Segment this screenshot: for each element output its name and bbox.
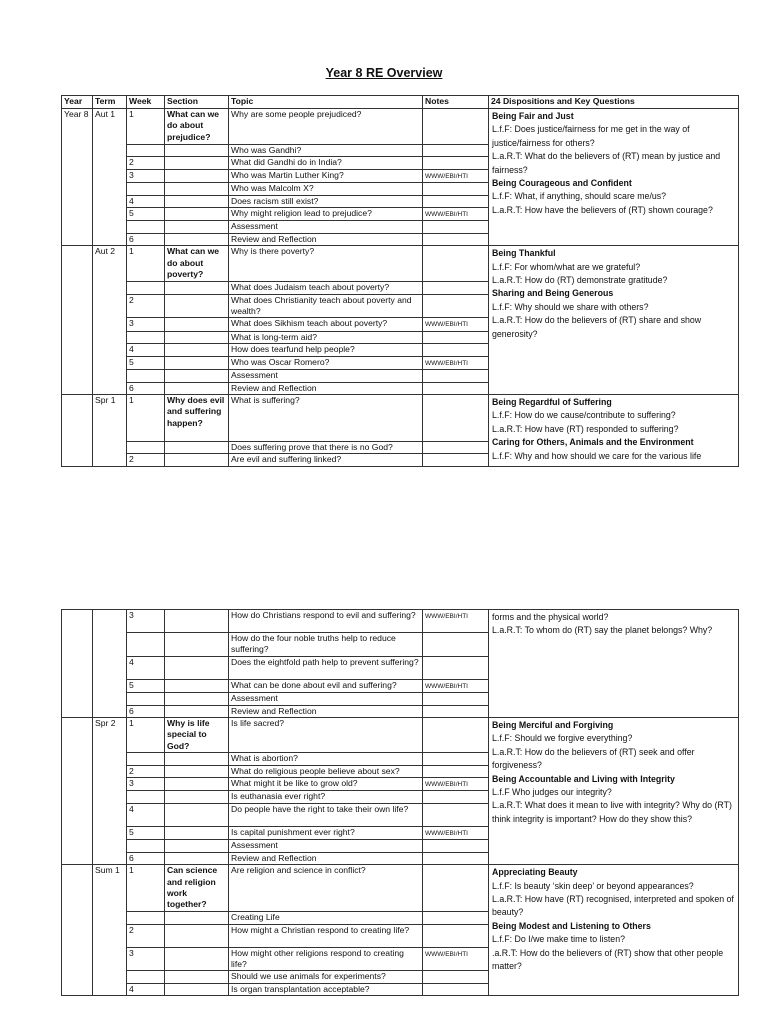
- week-cell: 1: [127, 718, 165, 753]
- section-cell: [165, 679, 229, 692]
- week-cell: [127, 183, 165, 195]
- topic-cell: Assessment: [229, 693, 423, 705]
- section-cell: [165, 852, 229, 864]
- notes-cell: [423, 183, 489, 195]
- section-cell: [165, 145, 229, 157]
- section-cell: Can science and religion work together?: [165, 865, 229, 912]
- term-cell: [93, 610, 127, 718]
- section-cell: [165, 294, 229, 318]
- week-cell: 3: [127, 169, 165, 182]
- notes-cell: [423, 157, 489, 169]
- week-cell: 5: [127, 356, 165, 369]
- week-cell: 5: [127, 826, 165, 839]
- header-term: Term: [93, 96, 127, 109]
- notes-cell: [423, 791, 489, 803]
- topic-cell: How do the four noble truths help to reduce suffering?: [229, 633, 423, 657]
- disposition-question: L.a.R.T: What do the believers of (RT) mean by justice and fairness?: [492, 151, 721, 175]
- topic-cell: How might other religions respond to creating life?: [229, 947, 423, 971]
- disposition-title: Caring for Others, Animals and the Environment: [492, 437, 694, 448]
- section-cell: [165, 656, 229, 679]
- topic-cell: Why might religion lead to prejudice?: [229, 208, 423, 221]
- notes-cell: [423, 331, 489, 343]
- disposition-title: Being Fair and Just: [492, 111, 574, 121]
- year-cell: [62, 718, 93, 865]
- topic-cell: Are religion and science in conflict?: [229, 865, 423, 912]
- disposition-title: Being Accountable and Living with Integrity: [492, 773, 675, 784]
- week-cell: [127, 633, 165, 657]
- topic-cell: What is long-term aid?: [229, 331, 423, 343]
- table-header-row: [62, 96, 739, 109]
- notes-cell: [423, 109, 489, 145]
- topic-cell: Should we use animals for experiments?: [229, 971, 423, 983]
- week-cell: 2: [127, 157, 165, 169]
- table-row: [62, 394, 739, 441]
- week-cell: [127, 912, 165, 924]
- disposition-question: L.f.F: Should we forgive everything?: [492, 733, 633, 744]
- topic-cell: Who was Malcolm X?: [229, 183, 423, 195]
- topic-cell: What is abortion?: [229, 753, 423, 765]
- topic-cell: Is organ transplantation acceptable?: [229, 983, 423, 995]
- section-cell: [165, 282, 229, 294]
- section-cell: [165, 633, 229, 657]
- section-cell: [165, 971, 229, 983]
- page-title: Year 8 RE Overview: [325, 66, 443, 80]
- disposition-question: L.a.R.T: How do the believers of (RT) seek and offer forgiveness?: [492, 746, 695, 771]
- week-cell: 4: [127, 803, 165, 826]
- notes-cell: [423, 912, 489, 924]
- topic-cell: Does racism still exist?: [229, 195, 423, 207]
- topic-cell: Assessment: [229, 370, 423, 382]
- week-cell: [127, 221, 165, 233]
- week-cell: [127, 840, 165, 852]
- table-row: [62, 718, 739, 753]
- section-cell: [165, 753, 229, 765]
- section-cell: What can we do about poverty?: [165, 246, 229, 282]
- week-cell: 1: [127, 394, 165, 441]
- disposition-question: L.a.R.T: How have (RT) responded to suffering?: [492, 423, 679, 434]
- week-cell: 3: [127, 778, 165, 791]
- section-cell: [165, 441, 229, 453]
- dispositions-cell: [489, 109, 739, 246]
- notes-cell: WWW/EBI/HTI: [423, 169, 489, 182]
- week-cell: 1: [127, 109, 165, 145]
- section-cell: [165, 765, 229, 777]
- notes-cell: [423, 633, 489, 657]
- disposition-question: L.f.F Who judges our integrity?: [492, 787, 612, 798]
- notes-cell: [423, 924, 489, 947]
- notes-cell: [423, 705, 489, 717]
- disposition-question: L.a.R.T: How do the believers of (RT) share and show generosity?: [492, 315, 702, 339]
- dispositions-cell: [489, 246, 739, 395]
- topic-cell: Is euthanasia ever right?: [229, 791, 423, 803]
- section-cell: [165, 233, 229, 245]
- disposition-question: forms and the physical world?: [492, 612, 609, 622]
- section-cell: [165, 947, 229, 971]
- week-cell: 2: [127, 765, 165, 777]
- notes-cell: [423, 233, 489, 245]
- week-cell: 6: [127, 852, 165, 864]
- section-cell: [165, 693, 229, 705]
- topic-cell: Is capital punishment ever right?: [229, 826, 423, 839]
- topic-cell: How does tearfund help people?: [229, 344, 423, 356]
- topic-cell: Assessment: [229, 840, 423, 852]
- disposition-title: Being Modest and Listening to Others: [492, 920, 651, 931]
- topic-cell: Why are some people prejudiced?: [229, 109, 423, 145]
- section-cell: [165, 454, 229, 466]
- table-row: [62, 109, 739, 145]
- topic-cell: What do religious people believe about sex?: [229, 765, 423, 777]
- week-cell: [127, 693, 165, 705]
- header-year: Year: [62, 96, 93, 109]
- week-cell: 2: [127, 454, 165, 466]
- section-cell: [165, 983, 229, 995]
- notes-cell: [423, 865, 489, 912]
- notes-cell: [423, 294, 489, 318]
- term-cell: Aut 1: [93, 109, 127, 246]
- notes-cell: [423, 656, 489, 679]
- notes-cell: [423, 145, 489, 157]
- week-cell: 3: [127, 318, 165, 331]
- section-cell: [165, 912, 229, 924]
- disposition-question: .a.R.T: How do the believers of (RT) show that other people matter?: [492, 947, 724, 971]
- topic-cell: Does the eightfold path help to prevent suffering?: [229, 656, 423, 679]
- dispositions-cell: [489, 610, 739, 718]
- section-cell: [165, 331, 229, 343]
- header-topic: Topic: [229, 96, 423, 109]
- topic-cell: Review and Reflection: [229, 852, 423, 864]
- disposition-question: L.f.F: For whom/what are we grateful?: [492, 261, 641, 272]
- week-cell: [127, 971, 165, 983]
- topic-cell: Review and Reflection: [229, 705, 423, 717]
- section-cell: [165, 183, 229, 195]
- disposition-question: L.f.F: Do I/we make time to listen?: [492, 934, 625, 945]
- topic-cell: Creating Life: [229, 912, 423, 924]
- notes-cell: [423, 983, 489, 995]
- disposition-title: Appreciating Beauty: [492, 867, 578, 878]
- section-cell: [165, 208, 229, 221]
- week-cell: 4: [127, 983, 165, 995]
- section-cell: [165, 924, 229, 947]
- disposition-question: L.a.R.T: To whom do (RT) say the planet belongs? Why?: [492, 625, 713, 636]
- section-cell: [165, 778, 229, 791]
- topic-cell: What does Judaism teach about poverty?: [229, 282, 423, 294]
- notes-cell: WWW/EBI/HTI: [423, 318, 489, 331]
- notes-cell: WWW/EBI/HTI: [423, 826, 489, 839]
- week-cell: 2: [127, 294, 165, 318]
- topic-cell: Are evil and suffering linked?: [229, 454, 423, 466]
- week-cell: 1: [127, 865, 165, 912]
- topic-cell: What might it be like to grow old?: [229, 778, 423, 791]
- topic-cell: Review and Reflection: [229, 382, 423, 394]
- notes-cell: WWW/EBI/HTI: [423, 947, 489, 971]
- topic-cell: Who was Gandhi?: [229, 145, 423, 157]
- section-cell: [165, 356, 229, 369]
- notes-cell: [423, 765, 489, 777]
- topic-cell: What is suffering?: [229, 394, 423, 441]
- disposition-question: L.f.F: Is beauty ‘skin deep’ or beyond appearances?: [492, 880, 694, 891]
- year-cell: [62, 610, 93, 718]
- header-dispositions: 24 Dispositions and Key Questions: [489, 96, 739, 109]
- section-cell: [165, 169, 229, 182]
- week-cell: [127, 145, 165, 157]
- table-row: [62, 246, 739, 282]
- notes-cell: [423, 344, 489, 356]
- notes-cell: [423, 221, 489, 233]
- section-cell: [165, 705, 229, 717]
- week-cell: 4: [127, 195, 165, 207]
- disposition-title: Sharing and Being Generous: [492, 288, 614, 299]
- section-cell: [165, 318, 229, 331]
- topic-cell: Who was Martin Luther King?: [229, 169, 423, 182]
- notes-cell: WWW/EBI/HTI: [423, 778, 489, 791]
- section-cell: Why is life special to God?: [165, 718, 229, 753]
- disposition-question: L.a.R.T: How have the believers of (RT) shown courage?: [492, 204, 713, 215]
- notes-cell: [423, 971, 489, 983]
- week-cell: 3: [127, 947, 165, 971]
- week-cell: 5: [127, 208, 165, 221]
- section-cell: [165, 840, 229, 852]
- topic-cell: What did Gandhi do in India?: [229, 157, 423, 169]
- term-cell: Aut 2: [93, 246, 127, 395]
- notes-cell: WWW/EBI/HTI: [423, 208, 489, 221]
- table-2-body: [62, 610, 739, 996]
- table-1-body: [62, 109, 739, 467]
- disposition-question: L.f.F: How do we cause/contribute to suffering?: [492, 410, 676, 421]
- section-cell: [165, 826, 229, 839]
- disposition-title: Being Thankful: [492, 248, 556, 259]
- topic-cell: Review and Reflection: [229, 233, 423, 245]
- year-cell: [62, 394, 93, 466]
- disposition-question: L.f.F: What, if anything, should scare me/us?: [492, 191, 667, 202]
- topic-cell: What can be done about evil and suffering?: [229, 679, 423, 692]
- week-cell: [127, 370, 165, 382]
- overview-table-2: [61, 609, 739, 996]
- disposition-question: L.a.R.T: What does it mean to live with integrity? Why do (RT) think integrity is important? How do they show this?: [492, 800, 732, 824]
- notes-cell: [423, 693, 489, 705]
- topic-cell: Does suffering prove that there is no God?: [229, 441, 423, 453]
- disposition-question: L.f.F: Does justice/fairness for me get in the way of justice/fairness for others?: [492, 124, 690, 148]
- section-cell: Why does evil and suffering happen?: [165, 394, 229, 441]
- section-cell: [165, 157, 229, 169]
- notes-cell: [423, 441, 489, 453]
- week-cell: 5: [127, 679, 165, 692]
- week-cell: 4: [127, 344, 165, 356]
- section-cell: [165, 791, 229, 803]
- week-cell: 2: [127, 924, 165, 947]
- notes-cell: [423, 753, 489, 765]
- notes-cell: WWW/EBI/HTI: [423, 610, 489, 633]
- notes-cell: [423, 394, 489, 441]
- notes-cell: [423, 454, 489, 466]
- week-cell: 3: [127, 610, 165, 633]
- year-cell: [62, 865, 93, 996]
- section-cell: [165, 370, 229, 382]
- notes-cell: [423, 195, 489, 207]
- notes-cell: [423, 718, 489, 753]
- dispositions-cell: [489, 718, 739, 865]
- section-cell: [165, 610, 229, 633]
- topic-cell: What does Christianity teach about poverty and wealth?: [229, 294, 423, 318]
- topic-cell: Why is there poverty?: [229, 246, 423, 282]
- term-cell: Spr 2: [93, 718, 127, 865]
- year-cell: [62, 246, 93, 395]
- dispositions-cell: [489, 394, 739, 466]
- table-row: [62, 865, 739, 912]
- topic-cell: How might a Christian respond to creating life?: [229, 924, 423, 947]
- disposition-question: L.a.R.T: How have (RT) recognised, interpreted and spoken of beauty?: [492, 893, 734, 918]
- term-cell: Spr 1: [93, 394, 127, 466]
- notes-cell: [423, 246, 489, 282]
- header-section: Section: [165, 96, 229, 109]
- notes-cell: [423, 282, 489, 294]
- week-cell: [127, 331, 165, 343]
- section-cell: [165, 344, 229, 356]
- term-cell: Sum 1: [93, 865, 127, 996]
- section-cell: [165, 195, 229, 207]
- topic-cell: Assessment: [229, 221, 423, 233]
- topic-cell: Who was Oscar Romero?: [229, 356, 423, 369]
- disposition-title: Being Regardful of Suffering: [492, 396, 612, 407]
- topic-cell: Is life sacred?: [229, 718, 423, 753]
- overview-table-1: [61, 95, 739, 467]
- section-cell: What can we do about prejudice?: [165, 109, 229, 145]
- header-notes: Notes: [423, 96, 489, 109]
- topic-cell: How do Christians respond to evil and suffering?: [229, 610, 423, 633]
- week-cell: 6: [127, 705, 165, 717]
- notes-cell: [423, 840, 489, 852]
- disposition-question: L.f.F: Why should we share with others?: [492, 301, 649, 312]
- week-cell: 4: [127, 656, 165, 679]
- table-row: [62, 610, 739, 633]
- notes-cell: [423, 370, 489, 382]
- header-week: Week: [127, 96, 165, 109]
- week-cell: [127, 441, 165, 453]
- notes-cell: [423, 382, 489, 394]
- section-cell: [165, 382, 229, 394]
- disposition-question: L.a.R.T: How do (RT) demonstrate gratitude?: [492, 275, 668, 286]
- week-cell: 1: [127, 246, 165, 282]
- week-cell: [127, 791, 165, 803]
- notes-cell: [423, 803, 489, 826]
- notes-cell: WWW/EBI/HTI: [423, 679, 489, 692]
- disposition-title: Being Merciful and Forgiving: [492, 720, 614, 731]
- section-cell: [165, 803, 229, 826]
- week-cell: 6: [127, 382, 165, 394]
- dispositions-cell: [489, 865, 739, 996]
- notes-cell: WWW/EBI/HTI: [423, 356, 489, 369]
- topic-cell: What does Sikhism teach about poverty?: [229, 318, 423, 331]
- disposition-question: L.f.F: Why and how should we care for the various life: [492, 450, 702, 461]
- week-cell: [127, 753, 165, 765]
- week-cell: [127, 282, 165, 294]
- topic-cell: Do people have the right to take their own life?: [229, 803, 423, 826]
- notes-cell: [423, 852, 489, 864]
- disposition-title: Being Courageous and Confident: [492, 178, 632, 189]
- week-cell: 6: [127, 233, 165, 245]
- section-cell: [165, 221, 229, 233]
- year-cell: Year 8: [62, 109, 93, 246]
